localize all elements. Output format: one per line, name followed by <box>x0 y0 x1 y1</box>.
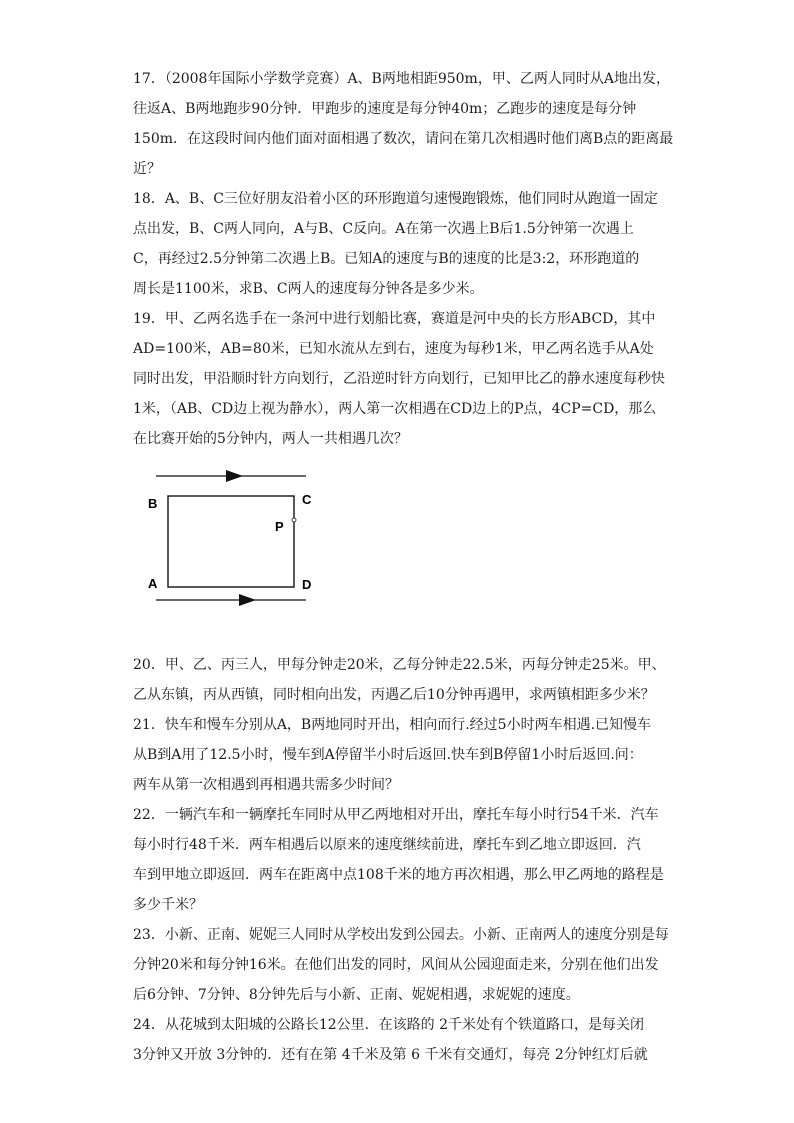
problem-line: 每小时行48千米．两车相遇后以原来的速度继续前进，摩托车到乙地立即返回．汽 <box>133 837 641 853</box>
label-c: C <box>302 492 312 507</box>
problem-line: 在比赛开始的5分钟内，两人一共相遇几次？ <box>133 431 408 447</box>
label-b: B <box>148 496 158 511</box>
problem-line: 23．小新、正南、妮妮三人同时从学校出发到公园去。小新、正南两人的速度分别是每 <box>133 927 669 943</box>
problem-19 <box>133 304 673 454</box>
flow-arrow-icon <box>239 594 256 606</box>
problem-23 <box>133 920 673 1010</box>
problem-line: 后6分钟、7分钟、8分钟先后与小新、正南、妮妮相遇，求妮妮的速度。 <box>133 987 580 1003</box>
problem-line: 周长是1100米，求B、C两人的速度每分钟各是多少米。 <box>133 281 484 297</box>
problem-17 <box>133 64 673 184</box>
diagram-svg <box>138 468 328 618</box>
rectangle-abcd <box>168 496 294 587</box>
problem-line: 24．从花城到太阳城的公路长12公里．在该路的 2千米处有个铁道路口，是每关闭 <box>133 1017 644 1033</box>
problem-line: 分钟20米和每分钟16米。在他们出发的同时，风间从公园迎面走来，分别在他们出发 <box>133 957 659 973</box>
problem-line: 18．A、B、C三位好朋友沿着小区的环形跑道匀速慢跑锻炼，他们同时从跑道一固定 <box>133 191 658 207</box>
point-p-marker <box>292 518 296 522</box>
problem-line: 21．快车和慢车分别从A，B两地同时开出，相向而行.经过5小时两车相遇.已知慢车 <box>133 717 652 733</box>
problem-line: 车到甲地立即返回．两车在距离中点108千米的地方再次相遇，那么甲乙两地的路程是 <box>133 867 664 883</box>
problem-line: 从B到A用了12.5小时，慢车到A停留半小时后返回.快车到B停留1小时后返回.问： <box>133 747 643 763</box>
problem-list <box>133 64 673 1070</box>
problem-18 <box>133 184 673 304</box>
problem-21 <box>133 710 673 800</box>
label-a: A <box>148 576 158 591</box>
problem-line: 点出发，B、C两人同向，A与B、C反向。A在第一次遇上B后1.5分钟第一次遇上 <box>133 221 634 237</box>
problem-line: 22．一辆汽车和一辆摩托车同时从甲乙两地相对开出，摩托车每小时行54千米．汽车 <box>133 807 659 823</box>
label-d: D <box>302 577 312 592</box>
problem-line: 乙从东镇，丙从西镇，同时相向出发，丙遇乙后10分钟再遇甲，求两镇相距多少米？ <box>133 687 655 703</box>
problem-line: 近？ <box>133 161 161 177</box>
problem-22 <box>133 800 673 920</box>
problem-line: 19．甲、乙两名选手在一条河中进行划船比赛，赛道是河中央的长方形ABCD，其中 <box>133 311 656 327</box>
river-rectangle-diagram <box>133 468 673 638</box>
problem-line: 1米，（AB、CD边上视为静水），两人第一次相遇在CD边上的P点，4CP=CD，那么 <box>133 401 657 417</box>
problem-24 <box>133 1010 673 1070</box>
problem-line: 20．甲、乙、丙三人，甲每分钟走20米，乙每分钟走22.5米，丙每分钟走25米。甲、 <box>133 657 666 673</box>
flow-arrow-icon <box>226 470 243 482</box>
problem-line: 17．（2008年国际小学数学竞赛）A、B两地相距950m，甲、乙两人同时从A地出发， <box>133 71 670 87</box>
problem-line: 多少千米？ <box>133 897 203 913</box>
problem-line: C，再经过2.5分钟第二次遇上B。已知A的速度与B的速度的比是3:2，环形跑道的 <box>133 251 640 267</box>
problem-line: 3分钟又开放 3分钟的．还有在第 4千米及第 6 千米有交通灯，每亮 2分钟红灯后就 <box>133 1047 648 1063</box>
problem-line: 两车从第一次相遇到再相遇共需多少时间？ <box>133 777 399 793</box>
problem-line: AD=100米，AB=80米，已知水流从左到右，速度为每秒1米，甲乙两名选手从A处 <box>133 341 654 357</box>
problem-line: 150m．在这段时间内他们面对面相遇了数次，请问在第几次相遇时他们离B点的距离最 <box>133 131 673 147</box>
problem-line: 往返A、B两地跑步90分钟．甲跑步的速度是每分钟40m；乙跑步的速度是每分钟 <box>133 101 637 117</box>
problem-line: 同时出发，甲沿顺时针方向划行，乙沿逆时针方向划行，已知甲比乙的静水速度每秒快 <box>133 371 665 387</box>
label-p: P <box>275 519 284 534</box>
problem-20 <box>133 650 673 710</box>
